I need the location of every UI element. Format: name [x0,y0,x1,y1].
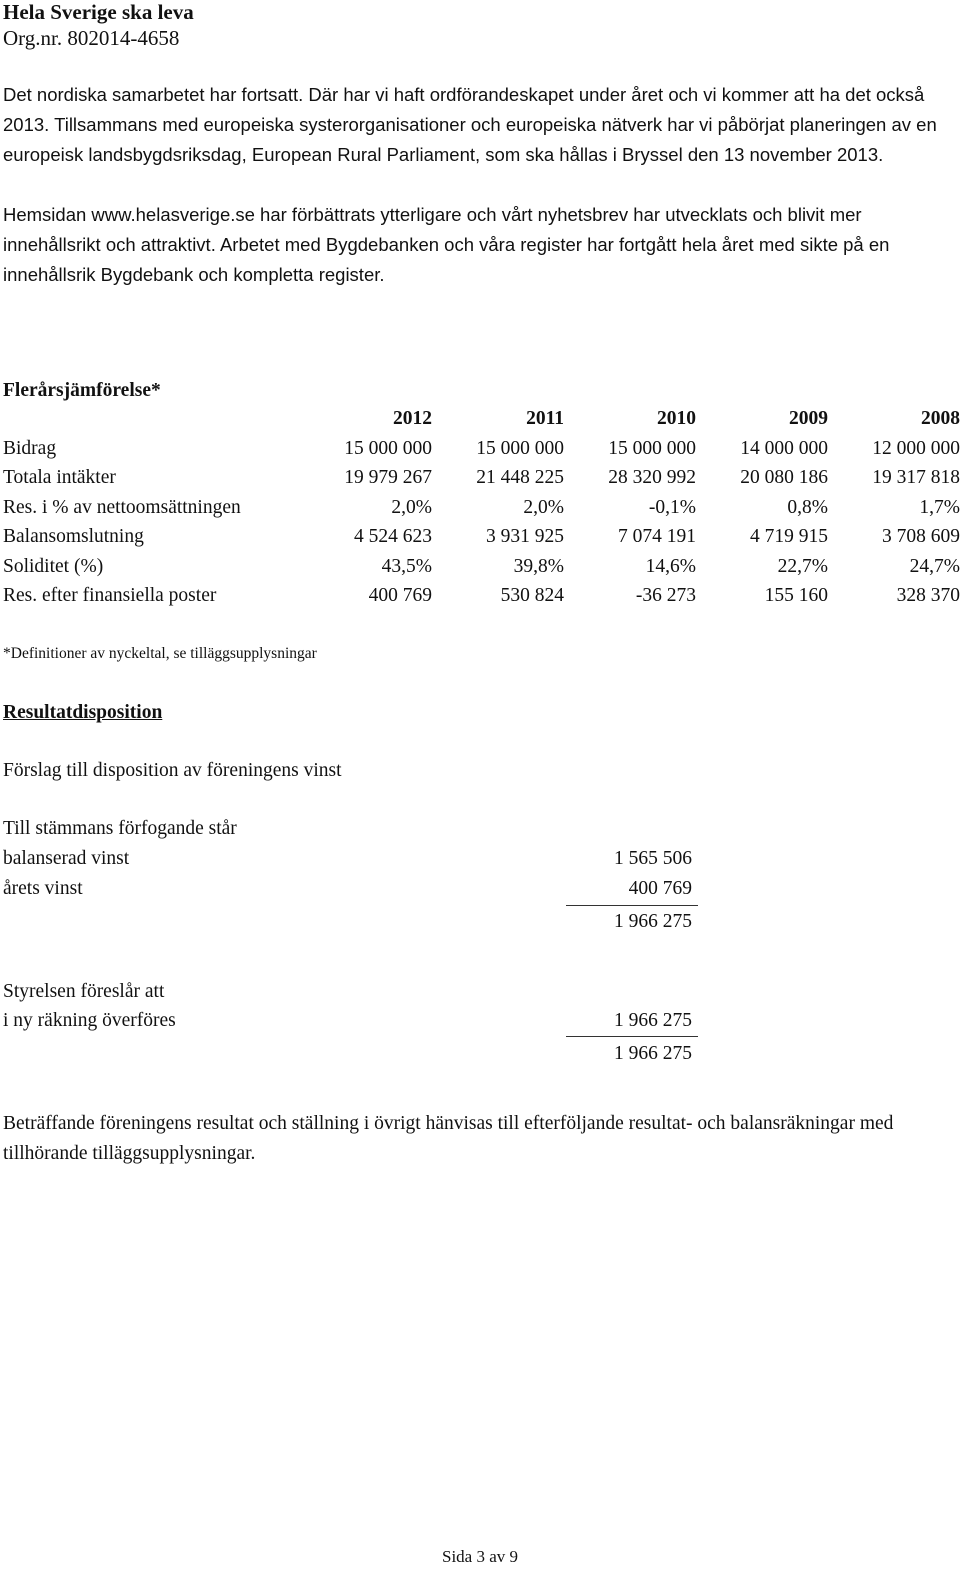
cell-value: 14,6% [645,555,696,577]
cell-value: 400 769 [368,585,432,606]
year-header: 2011 [526,408,564,429]
footnote: *Definitioner av nyckeltal, se tilläggsupplysningar [3,645,317,662]
cell-value: 4 524 623 [354,526,432,547]
table-row [0,522,960,552]
table-row [0,552,960,582]
closing-paragraph: Beträffande föreningens resultat och ställning i övrigt hänvisas till efterföljande resultat- och balansräkningar med tillhörande tilläggsupplysningar. [3,1113,894,1164]
cell-value: 28 320 992 [608,467,696,488]
sum-divider [566,905,698,906]
cell-value: 14 000 000 [740,437,828,459]
cell-value: 530 824 [500,585,564,606]
multi-year-heading: Flerårsjämförelse* [3,380,161,401]
cell-value: -0,1% [648,496,696,518]
org-number: Org.nr. 802014-4658 [3,26,180,50]
year-header: 2009 [789,408,828,429]
multi-year-table [0,404,960,611]
cell-value: 2,0% [391,496,432,518]
year-header: 2010 [657,408,696,429]
table-row [0,463,960,493]
cell-value: 39,8% [513,555,564,577]
board-title: Styrelsen föreslår att [3,981,165,1002]
row-label: Bidrag [3,437,57,459]
table-row [0,434,960,464]
table-row [0,581,960,611]
carry-forward-value: 1 966 275 [614,1010,692,1031]
cell-value: 20 080 186 [740,467,828,488]
org-name: Hela Sverige ska leva [3,0,194,24]
available-title: Till stämmans förfogande står [3,818,237,839]
row-label: Res. i % av nettoomsättningen [3,496,241,518]
year-profit-label: årets vinst [3,878,83,899]
sum-value: 1 966 275 [614,911,692,932]
row-label: Res. efter finansiella poster [3,585,217,606]
carry-sum-value: 1 966 275 [614,1043,692,1064]
cell-value: 328 370 [896,585,960,606]
year-header: 2012 [393,408,432,429]
cell-value: -36 273 [635,585,696,606]
cell-value: 22,7% [777,555,828,577]
cell-value: 19 979 267 [344,467,432,488]
cell-value: 3 708 609 [882,526,960,547]
cell-value: 4 719 915 [750,526,828,547]
cell-value: 43,5% [381,555,432,577]
paragraph-nordic: Det nordiska samarbetet har fortsatt. Där har vi haft ordförandeskapet under året och vi kommer att ha det också 2013. Tillsammans med europeiska systerorganisationer och europeiska nätverk har vi påbörjat planeringen av en europeisk landsbygdsriksdag, European Rural Parliament, som ska hållas i Bryssel den 13 november 2013. [3,84,937,165]
page-number: Sida 3 av 9 [441,1547,519,1566]
retained-value: 1 565 506 [614,848,692,869]
retained-label: balanserad vinst [3,848,130,869]
cell-value: 21 448 225 [476,467,564,488]
cell-value: 15 000 000 [608,437,696,459]
cell-value: 2,0% [523,496,564,518]
cell-value: 155 160 [764,585,828,606]
row-label: Totala intäkter [3,467,116,488]
table-row [0,493,960,523]
year-profit-value: 400 769 [628,878,692,899]
cell-value: 1,7% [919,496,960,518]
cell-value: 7 074 191 [618,526,696,547]
cell-value: 15 000 000 [476,437,564,459]
cell-value: 3 931 925 [486,526,564,547]
cell-value: 24,7% [909,555,960,577]
paragraph-website: Hemsidan www.helasverige.se har förbättrats ytterligare och vårt nyhetsbrev har utvecklats och blivit mer innehållsrikt och attraktivt. Arbetet med Bygdebanken och våra register har fortgått hela året med sikte på en innehållsrik Bygdebank och kompletta register. [3,204,890,285]
cell-value: 0,8% [787,496,828,518]
cell-value: 15 000 000 [344,437,432,459]
row-label: Balansomslutning [3,526,144,547]
carry-forward-label: i ny räkning överföres [3,1010,176,1031]
cell-value: 19 317 818 [872,467,960,488]
disposition-heading: Resultatdisposition [3,702,163,723]
carry-divider [566,1036,698,1037]
row-label: Soliditet (%) [3,555,104,577]
year-header: 2008 [921,408,960,429]
table-header-row [0,404,960,434]
proposal-title: Förslag till disposition av föreningens vinst [3,760,342,781]
cell-value: 12 000 000 [872,437,960,459]
